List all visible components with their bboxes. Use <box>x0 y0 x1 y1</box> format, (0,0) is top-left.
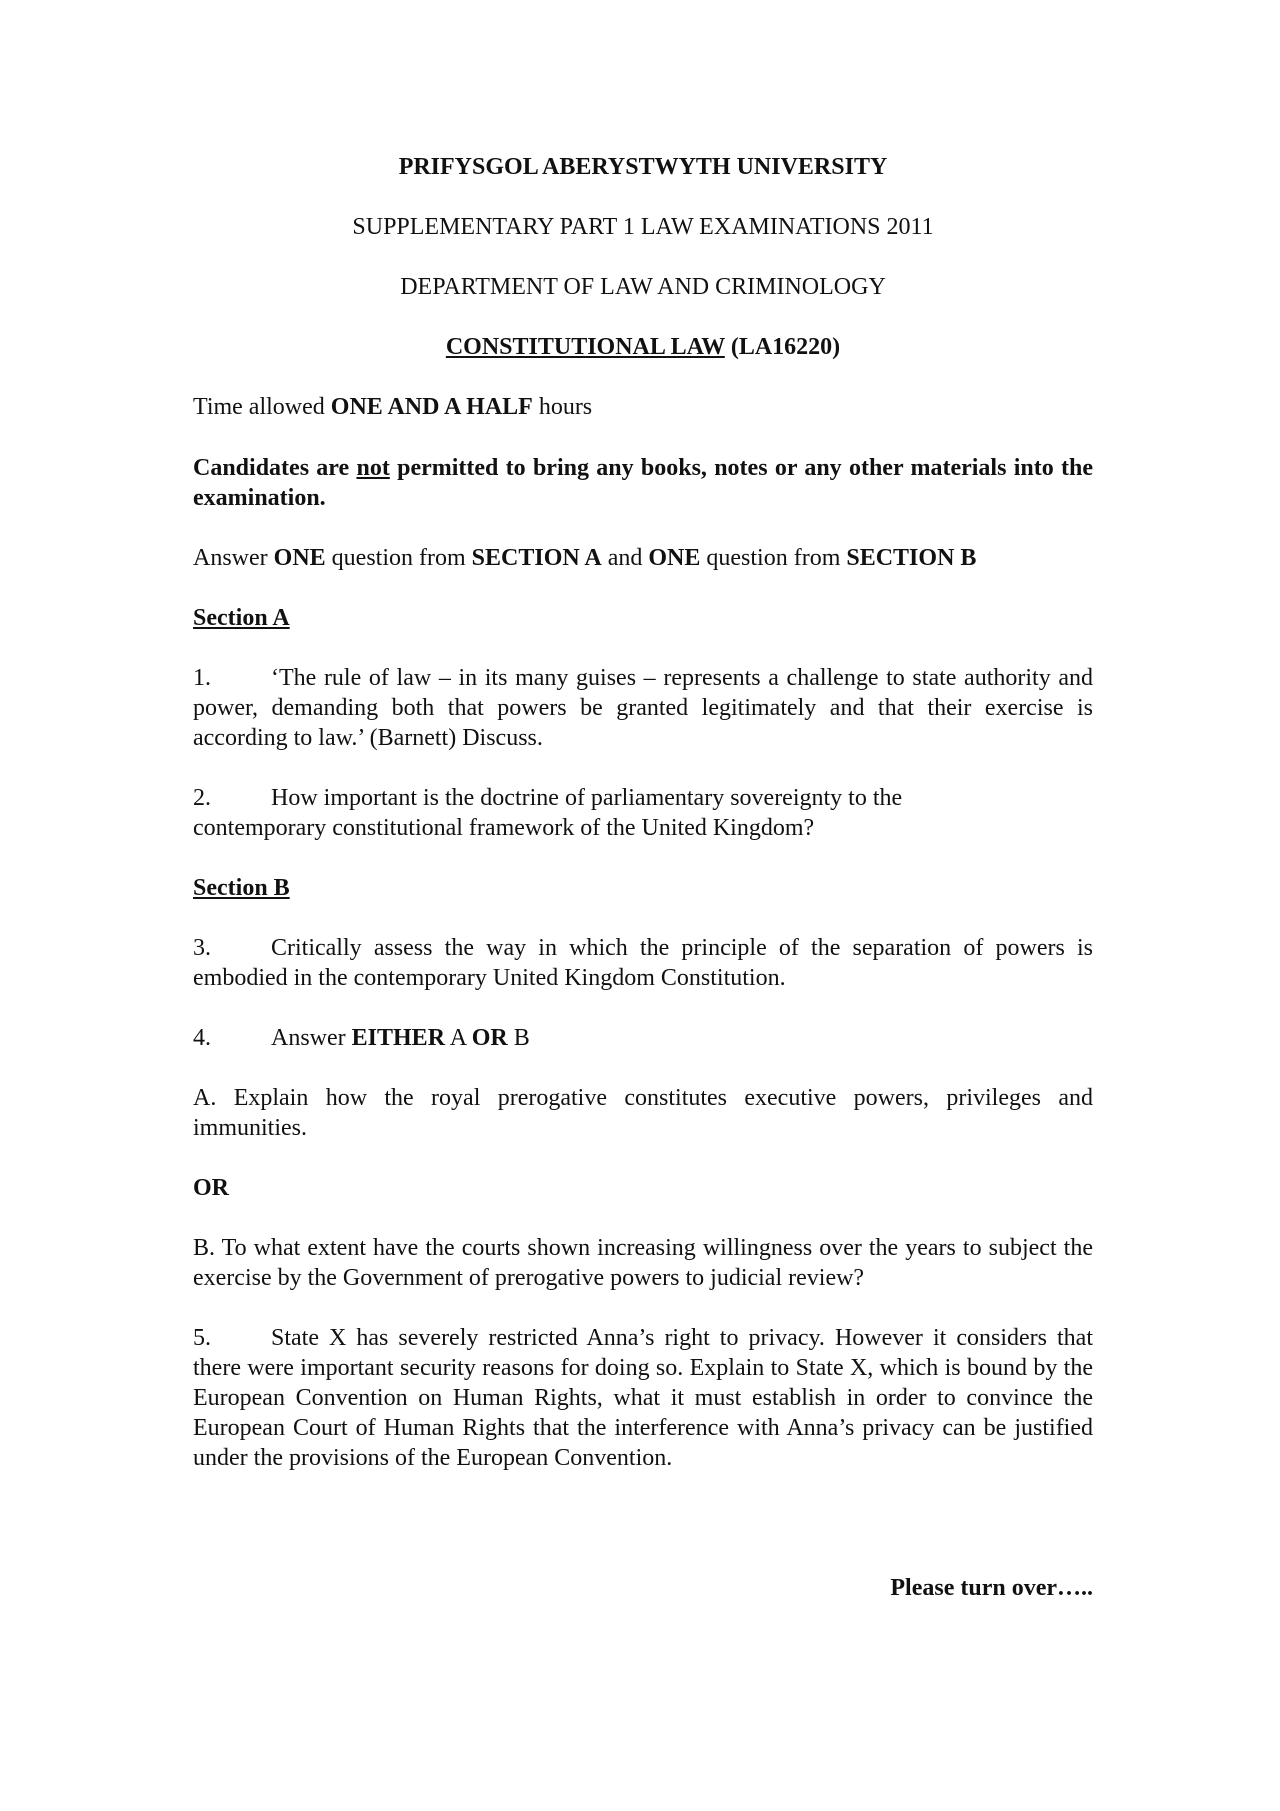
please-turn-over: Please turn over….. <box>890 1575 1093 1601</box>
department-title: DEPARTMENT OF LAW AND CRIMINOLOGY <box>400 274 886 300</box>
section-b-heading: Section B <box>193 875 290 901</box>
time-duration: ONE AND A HALF <box>330 394 533 420</box>
module-code: (LA16220) <box>730 334 841 360</box>
question-4-number: 4. <box>193 1025 211 1051</box>
question-4 <box>193 1023 1093 1053</box>
exam-title: SUPPLEMENTARY PART 1 LAW EXAMINATIONS 2011 <box>352 214 934 240</box>
exam-content <box>193 152 1093 1603</box>
instr-w2: question from <box>325 545 472 571</box>
question-1-text: ‘The rule of law – in its many guises – represents a challenge to state authority and power, demanding both that powers be granted legitimately and that their exercise is according to law.’ (Barnett) Discuss. <box>193 665 1093 751</box>
q4-w1: Answer <box>271 1025 352 1051</box>
question-4b: B. To what extent have the courts shown increasing willingness over the years to subject the exercise by the Government of prerogative powers to judicial review? <box>193 1235 1093 1291</box>
materials-rule <box>193 453 1093 513</box>
answer-instructions <box>193 543 1093 573</box>
question-1 <box>193 663 1093 753</box>
instr-w1: Answer <box>193 545 274 571</box>
university-title: PRIFYSGOL ABERYSTWYTH UNIVERSITY <box>398 154 888 180</box>
time-allowed <box>193 392 1093 422</box>
question-4a: A. Explain how the royal prerogative constitutes executive powers, privileges and immunities. <box>193 1085 1093 1141</box>
time-suffix: hours <box>532 394 593 420</box>
instr-one-a: ONE <box>273 545 326 571</box>
q4-w3: B <box>507 1025 530 1051</box>
q4-either: EITHER <box>351 1025 446 1051</box>
materials-not: not <box>356 455 390 481</box>
question-3-text: Critically assess the way in which the principle of the separation of powers is embodied in the contemporary United Kingdom Constitution. <box>193 935 1093 991</box>
q4-w2: A <box>445 1025 472 1051</box>
question-1-number: 1. <box>193 665 211 691</box>
materials-part2: permitted to bring any books, notes or any other materials into the examination. <box>193 455 1093 511</box>
question-3-number: 3. <box>193 935 211 961</box>
instr-section-a: SECTION A <box>471 545 602 571</box>
time-prefix: Time allowed <box>193 394 331 420</box>
question-5-number: 5. <box>193 1325 211 1351</box>
instr-w3: and <box>601 545 649 571</box>
question-5-text: State X has severely restricted Anna’s right to privacy. However it considers that there were important security reasons for doing so. Explain to State X, which is bound by the European Convention on Human Rights, what it must establish in order to convince the European Court of Human Rights that the interference with Anna’s privacy can be justified under the provisions of the European Convention. <box>193 1325 1093 1471</box>
question-2-number: 2. <box>193 785 211 811</box>
or-label: OR <box>193 1175 229 1201</box>
materials-part1: Candidates are <box>193 455 357 481</box>
question-2-text: How important is the doctrine of parliamentary sovereignty to the contemporary constitutional framework of the United Kingdom? <box>193 785 903 841</box>
q4-or: OR <box>471 1025 508 1051</box>
module-title <box>193 332 1093 362</box>
module-name: CONSTITUTIONAL LAW <box>445 334 725 360</box>
question-3 <box>193 933 1093 993</box>
instr-section-b: SECTION B <box>846 545 977 571</box>
question-2 <box>193 783 1093 843</box>
question-5 <box>193 1323 1093 1473</box>
section-a-heading: Section A <box>193 605 290 631</box>
instr-one-b: ONE <box>648 545 701 571</box>
instr-w4: question from <box>700 545 847 571</box>
